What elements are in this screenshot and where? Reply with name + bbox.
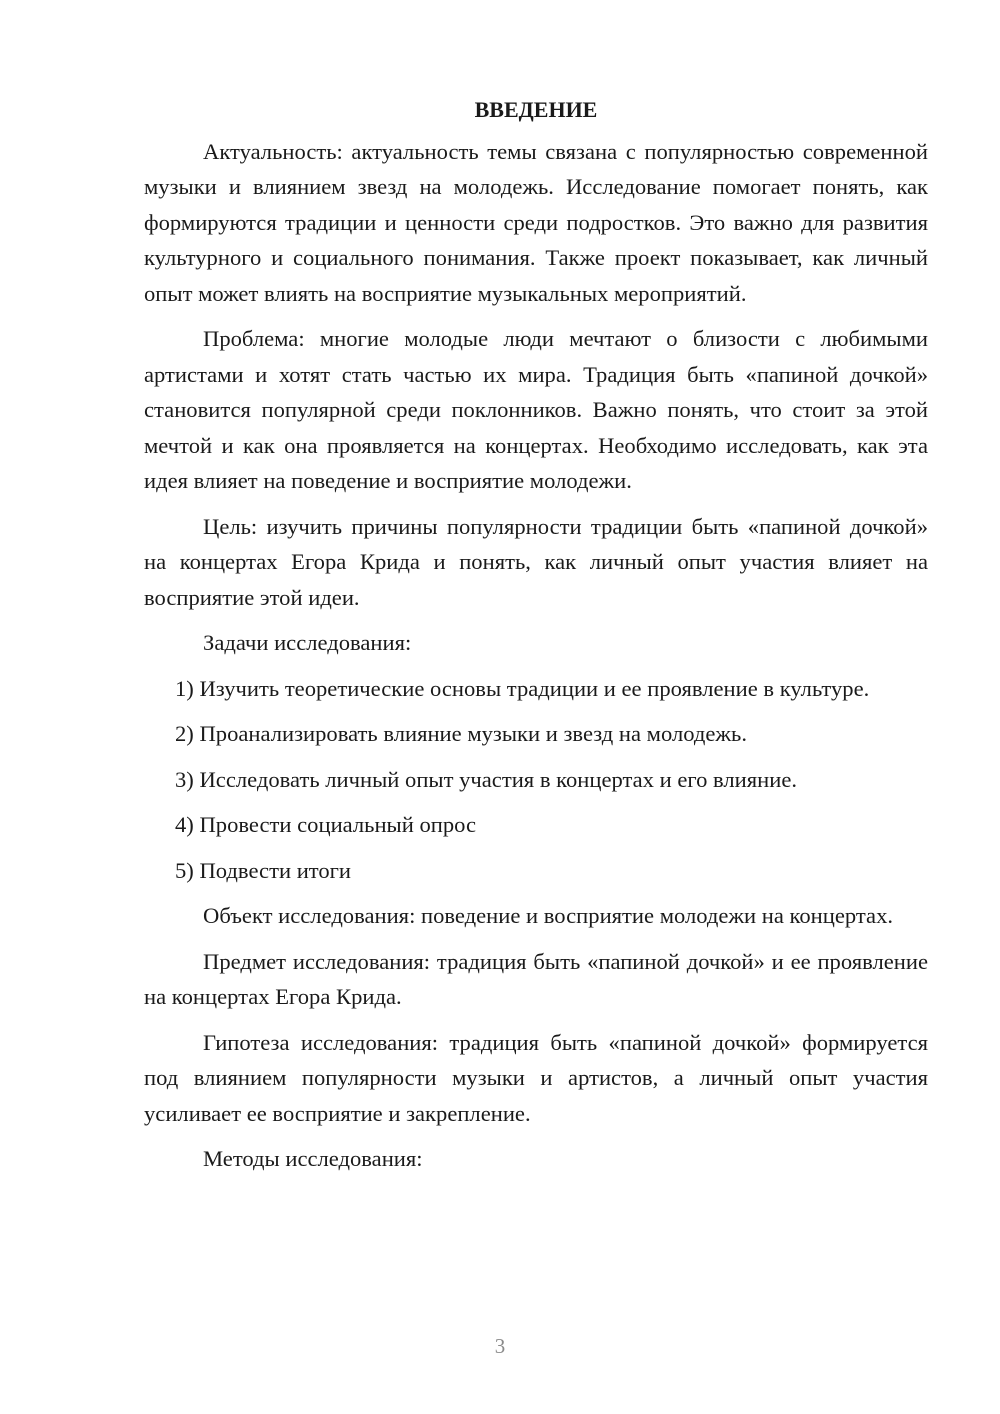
task-item-4: 4) Провести социальный опрос xyxy=(175,812,477,837)
tasks-heading: Задачи исследования: xyxy=(203,630,412,655)
methods-heading: Методы исследования: xyxy=(203,1146,423,1171)
task-item-2: 2) Проанализировать влияние музыки и звезд на молодежь. xyxy=(175,721,747,746)
goal-paragraph: Цель: изучить причины популярности традиции быть «папиной дочкой» на концертах Егора Крида и понять, как личный опыт участия влияет на восприятие этой идеи. xyxy=(144,513,928,610)
subject-paragraph: Предмет исследования: традиция быть «папиной дочкой» и ее проявление на концертах Егора Крида. xyxy=(144,948,928,1009)
task-item-1: 1) Изучить теоретические основы традиции и ее проявление в культуре. xyxy=(175,675,870,701)
page-title: ВВЕДЕНИЕ xyxy=(474,97,598,122)
task-item-3: 3) Исследовать личный опыт участия в концертах и его влияние. xyxy=(175,766,798,792)
hypothesis-paragraph: Гипотеза исследования: традиция быть «папиной дочкой» формируется под влиянием популярности музыки и артистов, а личный опыт участия усиливает ее восприятие и закрепление. xyxy=(144,1029,928,1126)
problem-paragraph: Проблема: многие молодые люди мечтают о близости с любимыми артистами и хотят стать частью их мира. Традиция быть «папиной дочкой» становится популярной среди поклонников. Важно понять, что стоит за этой мечтой и как она проявляется на концертах. Необходимо исследовать, как эта идея влияет на поведение и восприятие молодежи. xyxy=(144,326,928,493)
object-paragraph: Объект исследования: поведение и восприятие молодежи на концертах. xyxy=(203,903,894,928)
task-item-5: 5) Подвести итоги xyxy=(175,857,352,883)
relevance-paragraph: Актуальность: актуальность темы связана с популярностью современной музыки и влиянием звезд на молодежь. Исследование помогает понять, как формируются традиции и ценности среди подростков. Это важно для развития культурного и социального понимания. Также проект показывает, как личный опыт может влиять на восприятие музыкальных мероприятий. xyxy=(144,138,928,306)
document-page xyxy=(144,92,928,1187)
page-number: 3 xyxy=(494,1334,506,1358)
